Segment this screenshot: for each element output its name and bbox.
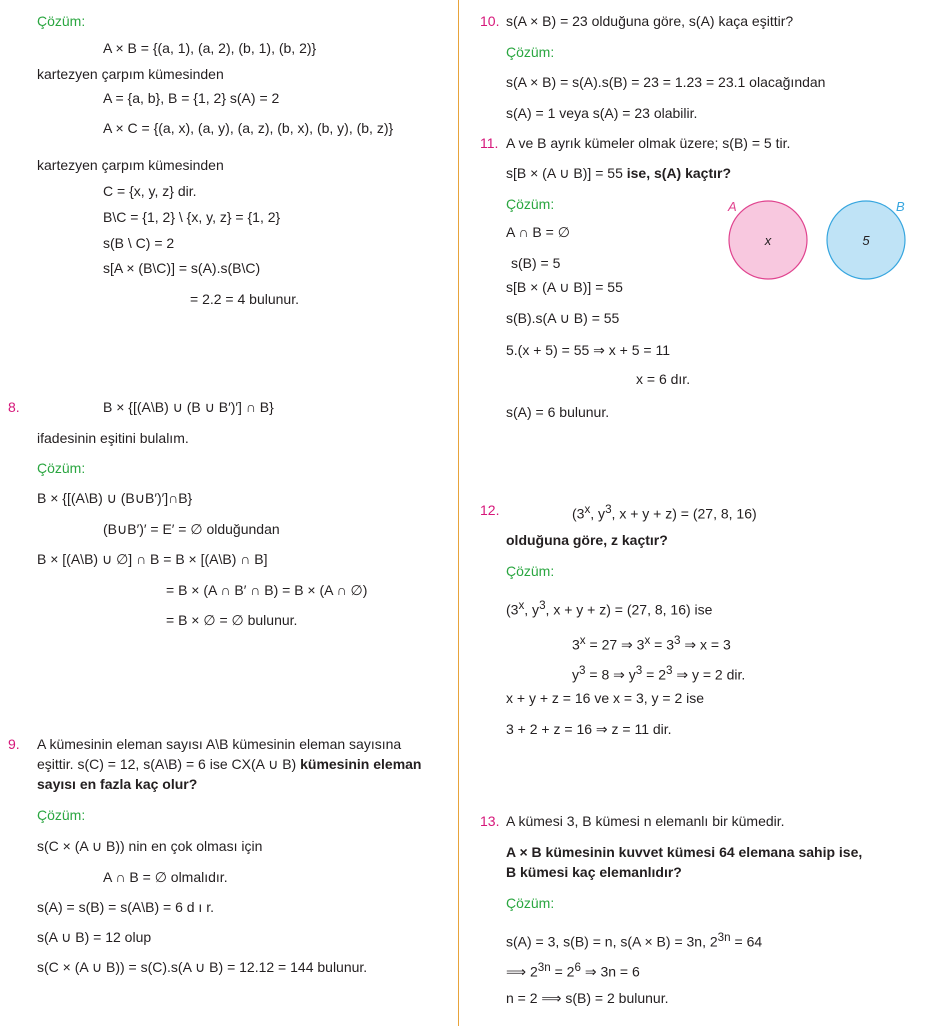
math-line: $3^x = 27$ ⇒ $3^x = 3^3$ ⇒ x = 3	[572, 634, 731, 653]
math-line: = B × ∅ = ∅ bulunur.	[166, 612, 298, 628]
math-line: x + y + z = 16 ve x = 3, y = 2 ise	[506, 690, 705, 706]
math-line: A × B = {(a, 1), (a, 2), (b, 1), (b, 2)}	[103, 40, 317, 56]
question-9-text: sayısı en fazla kaç olur?	[37, 776, 198, 792]
question-number-10: 10.	[480, 13, 500, 29]
text-line: kartezyen çarpım kümesinden	[37, 157, 224, 173]
math-line: n = 2 ⟹ s(B) = 2 bulunur.	[506, 990, 669, 1006]
question-number-9: 9.	[8, 736, 20, 752]
question-number-11: 11.	[480, 135, 499, 151]
column-divider	[458, 0, 459, 1026]
math-line: s(C × (A ∪ B)) = s(C).s(A ∪ B) = 12.12 = 144 bulunur.	[37, 959, 368, 975]
question-11-expression: s[B × (A ∪ B)] = 55 ise, s(A) kaçtır?	[506, 165, 732, 181]
question-number-12: 12.	[480, 502, 500, 518]
question-12-text: olduğuna göre, z kaçtır?	[506, 532, 668, 548]
math-line: B × [(A\B) ∪ ∅] ∩ B = B × [(A\B) ∩ B]	[37, 551, 268, 567]
venn-diagram	[720, 196, 920, 286]
math-line: $y^3 = 8$ ⇒ $y^3 = 2^3$ ⇒ y = 2 dir.	[572, 664, 746, 683]
set-b-value: 5	[862, 233, 870, 248]
cozum-heading: Çözüm:	[506, 44, 555, 60]
math-line: = 2.2 = 4 bulunur.	[190, 291, 299, 307]
math-line: A × C = {(a, x), (a, y), (a, z), (b, x), (b, y), (b, z)}	[103, 120, 394, 136]
math-line: 3 + 2 + z = 16 ⇒ z = 11 dir.	[506, 721, 672, 737]
text-line: kartezyen çarpım kümesinden	[37, 66, 224, 82]
math-line: B × {[(A\B) ∪ (B∪B′)′]∩B}	[37, 490, 193, 506]
math-line: x = 6 dır.	[636, 371, 691, 387]
cozum-heading: Çözüm:	[37, 460, 86, 476]
math-line: B\C = {1, 2} \ {x, y, z} = {1, 2}	[103, 209, 281, 225]
cozum-heading: Çözüm:	[506, 196, 555, 212]
question-13-text: A kümesi 3, B kümesi n elemanlı bir kümedir.	[506, 813, 785, 829]
math-line: C = {x, y, z} dir.	[103, 183, 197, 199]
math-line: A ∩ B = ∅ olmalıdır.	[103, 869, 228, 885]
math-line: A ∩ B = ∅	[506, 224, 570, 240]
math-line: ⟹ $2^{3n} = 2^6$ ⇒ 3n = 6	[506, 961, 640, 980]
question-12-expression: (3$^x$, $y^3$, x + y + z) = (27, 8, 16)	[572, 503, 757, 522]
math-line: s(C × (A ∪ B)) nin en çok olması için	[37, 838, 263, 854]
cozum-heading: Çözüm:	[506, 895, 555, 911]
question-10-text: s(A × B) = 23 olduğuna göre, s(A) kaça eşittir?	[506, 13, 794, 29]
question-number-13: 13.	[480, 813, 500, 829]
math-line: s(A) = 1 veya s(A) = 23 olabilir.	[506, 105, 698, 121]
math-line: (3$^x$, $y^3$, x + y + z) = (27, 8, 16) ise	[506, 599, 713, 618]
cozum-heading: Çözüm:	[37, 807, 86, 823]
cozum-heading: Çözüm:	[37, 13, 86, 29]
math-line: 5.(x + 5) = 55 ⇒ x + 5 = 11	[506, 342, 671, 358]
math-line: s(B).s(A ∪ B) = 55	[506, 310, 620, 326]
math-line: s(A) = 3, s(B) = n, s(A × B) = 3n, $2^{3n} = 64$	[506, 931, 763, 950]
set-a-label: A	[728, 199, 737, 214]
math-line: s(A) = 6 bulunur.	[506, 404, 610, 420]
question-8-text: ifadesinin eşitini bulalım.	[37, 430, 189, 446]
set-a-value: x	[764, 233, 772, 248]
math-line: s(A) = s(B) = s(A\B) = 6 d ı r.	[37, 899, 214, 915]
math-line: s(A ∪ B) = 12 olup	[37, 929, 152, 945]
cozum-heading: Çözüm:	[506, 563, 555, 579]
question-11-text: A ve B ayrık kümeler olmak üzere; s(B) = 5 tir.	[506, 135, 791, 151]
math-line: s(B \ C) = 2	[103, 235, 175, 251]
math-line: = B × (A ∩ B′ ∩ B) = B × (A ∩ ∅)	[166, 582, 368, 598]
math-line: A = {a, b}, B = {1, 2} s(A) = 2	[103, 90, 280, 106]
question-13-bold-text: B kümesi kaç elemanlıdır?	[506, 864, 682, 880]
question-8-expression: B × {[(A\B) ∪ (B ∪ B′)′] ∩ B}	[103, 399, 274, 415]
math-line: s(B) = 5	[511, 255, 561, 271]
question-9-text: eşittir. s(C) = 12, s(A\B) = 6 ise CX(A ∪ B) kümesinin eleman	[37, 756, 422, 772]
question-number-8: 8.	[8, 399, 20, 415]
math-line: s[B × (A ∪ B)] = 55	[506, 279, 623, 295]
question-13-bold-text: A × B kümesinin kuvvet kümesi 64 elemana sahip ise,	[506, 844, 863, 860]
math-line: (B∪B′)′ = E′ = ∅ olduğundan	[103, 521, 280, 537]
question-9-text: A kümesinin eleman sayısı A\B kümesinin eleman sayısına	[37, 736, 402, 752]
math-line: s[A × (B\C)] = s(A).s(B\C)	[103, 260, 261, 276]
math-line: s(A × B) = s(A).s(B) = 23 = 1.23 = 23.1 olacağından	[506, 74, 826, 90]
set-b-label: B	[896, 199, 905, 214]
